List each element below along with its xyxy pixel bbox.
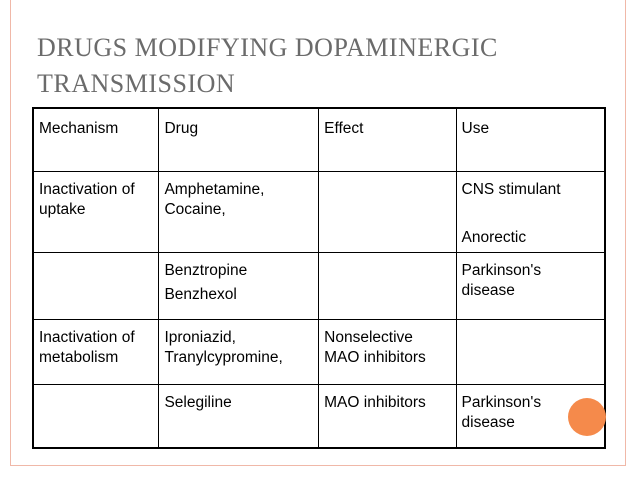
cell-text: Parkinson's bbox=[461, 394, 542, 411]
cell-mechanism bbox=[33, 172, 159, 253]
cell-effect bbox=[319, 172, 456, 253]
cell-text: CNS stimulant bbox=[461, 181, 561, 198]
cell-text: Benzhexol bbox=[164, 286, 237, 303]
cell-mechanism bbox=[33, 385, 159, 449]
cell-use bbox=[456, 320, 605, 385]
cell-text: Inactivation of bbox=[39, 181, 135, 198]
cell-text: Parkinson's bbox=[461, 262, 542, 279]
cell-text: Iproniazid, bbox=[164, 329, 236, 346]
cell-text: Cocaine, bbox=[164, 201, 226, 218]
cell-text: metabolism bbox=[39, 349, 119, 366]
cell-mechanism bbox=[33, 320, 159, 385]
table-row bbox=[33, 385, 605, 449]
drug-table bbox=[32, 107, 606, 449]
table-row bbox=[33, 253, 605, 320]
header-mechanism: Mechanism bbox=[33, 108, 159, 172]
cell-text: Nonselective bbox=[324, 329, 413, 346]
cell-text: Anorectic bbox=[461, 229, 527, 246]
cell-drug bbox=[159, 385, 319, 449]
cell-drug bbox=[159, 320, 319, 385]
cell-effect bbox=[319, 320, 456, 385]
cell-text: Inactivation of bbox=[39, 329, 135, 346]
cell-text: disease bbox=[461, 282, 515, 299]
cell-text: Benztropine bbox=[164, 262, 248, 279]
cell-drug bbox=[159, 253, 319, 320]
orange-circle-decoration bbox=[568, 398, 606, 436]
cell-text: Tranylcypromine, bbox=[164, 349, 283, 366]
table-header-row bbox=[33, 108, 605, 172]
table-row bbox=[33, 320, 605, 385]
cell-effect bbox=[319, 385, 456, 449]
cell-text: Amphetamine, bbox=[164, 181, 265, 198]
cell-mechanism bbox=[33, 253, 159, 320]
table-row bbox=[33, 172, 605, 253]
cell-drug bbox=[159, 172, 319, 253]
header-use: Use bbox=[456, 108, 605, 172]
cell-text: Selegiline bbox=[164, 394, 232, 411]
cell-text: uptake bbox=[39, 201, 86, 218]
header-drug: Drug bbox=[159, 108, 319, 172]
cell-use bbox=[456, 253, 605, 320]
slide-title bbox=[37, 30, 597, 102]
slide-title-line-2: TRANSMISSION bbox=[37, 69, 236, 98]
cell-text: MAO inhibitors bbox=[324, 349, 426, 366]
cell-use bbox=[456, 172, 605, 253]
cell-text: disease bbox=[461, 414, 515, 431]
slide-title-line-1: DRUGS MODIFYING DOPAMINERGIC bbox=[37, 33, 498, 62]
header-effect: Effect bbox=[319, 108, 456, 172]
cell-effect bbox=[319, 253, 456, 320]
cell-text: MAO inhibitors bbox=[324, 394, 426, 411]
